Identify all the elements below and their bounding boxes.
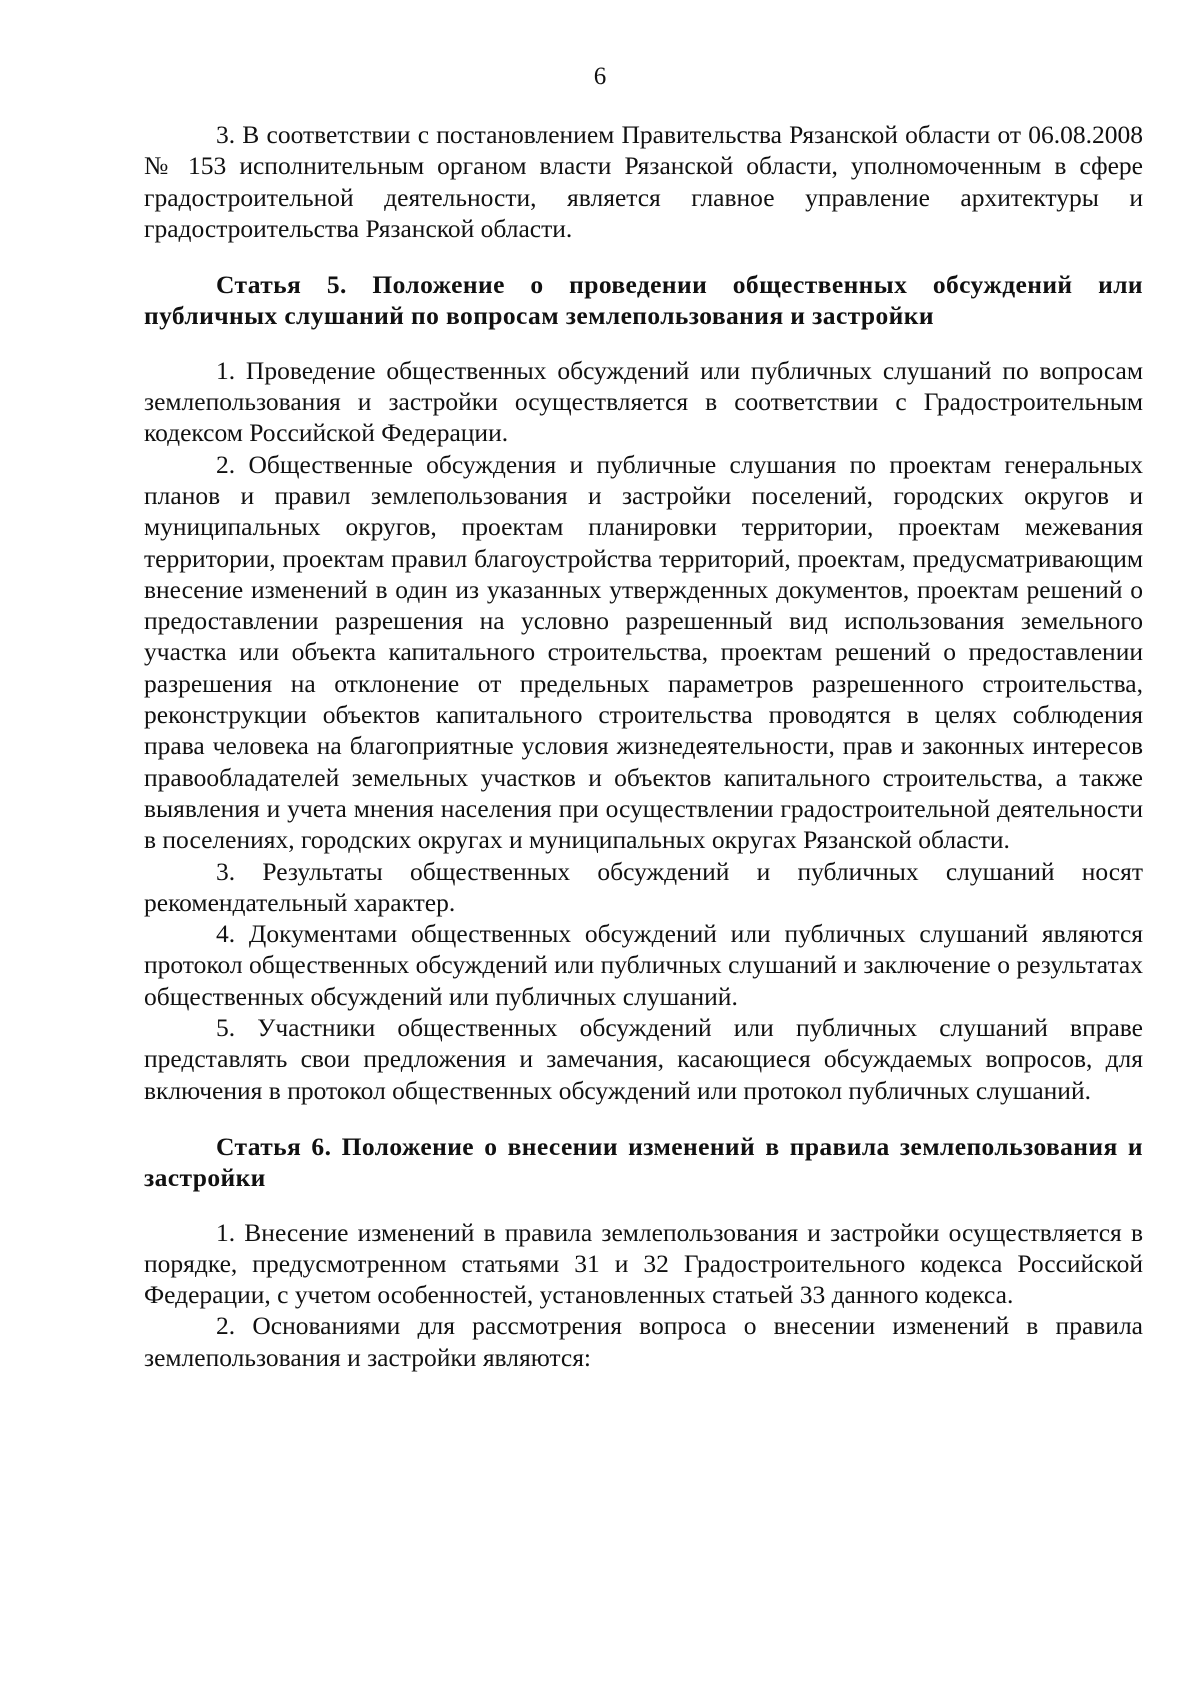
page-number: 6 bbox=[593, 63, 607, 90]
document-body bbox=[144, 119, 1143, 1373]
article-6-heading: Статья 6. Положение о внесении изменений в правила землепользования и застройки bbox=[144, 1131, 1143, 1193]
article-5-paragraph-3: 3. Результаты общественных обсуждений и публичных слушаний носят рекомендательный характер. bbox=[144, 856, 1143, 917]
article-5-paragraph-1: 1. Проведение общественных обсуждений или публичных слушаний по вопросам землепользования и застройки осуществляется в соответствии с Градостроительным кодексом Российской Федерации. bbox=[144, 355, 1143, 448]
article-5-heading: Статья 5. Положение о проведении общественных обсуждений или публичных слушаний по вопросам землепользования и застройки bbox=[144, 270, 1143, 331]
article-6-paragraph-1: 1. Внесение изменений в правила землепользования и застройки осуществляется в порядке, предусмотренном статьями 31 и 32 Градостроительного кодекса Российской Федерации, с учетом особенностей, установленных статьей 33 данного кодекса. bbox=[144, 1217, 1143, 1310]
article-5-paragraph-5: 5. Участники общественных обсуждений или публичных слушаний вправе представлять свои предложения и замечания, касающиеся обсуждаемых вопросов, для включения в протокол общественных обсуждений или протокол публичных слушаний. bbox=[144, 1013, 1143, 1105]
article-5-paragraph-4: 4. Документами общественных обсуждений или публичных слушаний являются протокол общественных обсуждений или публичных слушаний и заключение о результатах общественных обсуждений или публичных слушаний. bbox=[144, 919, 1143, 1011]
article-4-paragraph-3: 3. В соответствии с постановлением Правительства Рязанской области от 06.08.2008 № 153 исполнительным органом власти Рязанской области, уполномоченным в сфере градостроительной деятельности, является главное управление архитектуры и градостроительства Рязанской области. bbox=[144, 120, 1143, 243]
article-6-paragraph-2: 2. Основаниями для рассмотрения вопроса о внесении изменений в правила землепользования и застройки являются: bbox=[144, 1311, 1143, 1372]
article-5-paragraph-2: 2. Общественные обсуждения и публичные слушания по проектам генеральных планов и правил землепользования и застройки поселений, городских округов и муниципальных округов, проектам планировки территории, проектам межевания территории, проектам правил благоустройства территорий, проектам, предусматривающим внесение изменений в один из указанных утвержденных документов, проектам решений о предоставлении разрешения на условно разрешенный вид использования земельного участка или объекта капитального строительства, проектам решений о предоставлении разрешения на отклонение от предельных параметров разрешенного строительства, реконструкции объектов капитального строительства проводятся в целях соблюдения права человека на благоприятные условия жизнедеятельности, прав и законных интересов правообладателей земельных участков и объектов капитального строительства, а также выявления и учета мнения населения при осуществлении градостроительной деятельности в поселениях, городских округах и муниципальных округах Рязанской области. bbox=[144, 449, 1143, 855]
